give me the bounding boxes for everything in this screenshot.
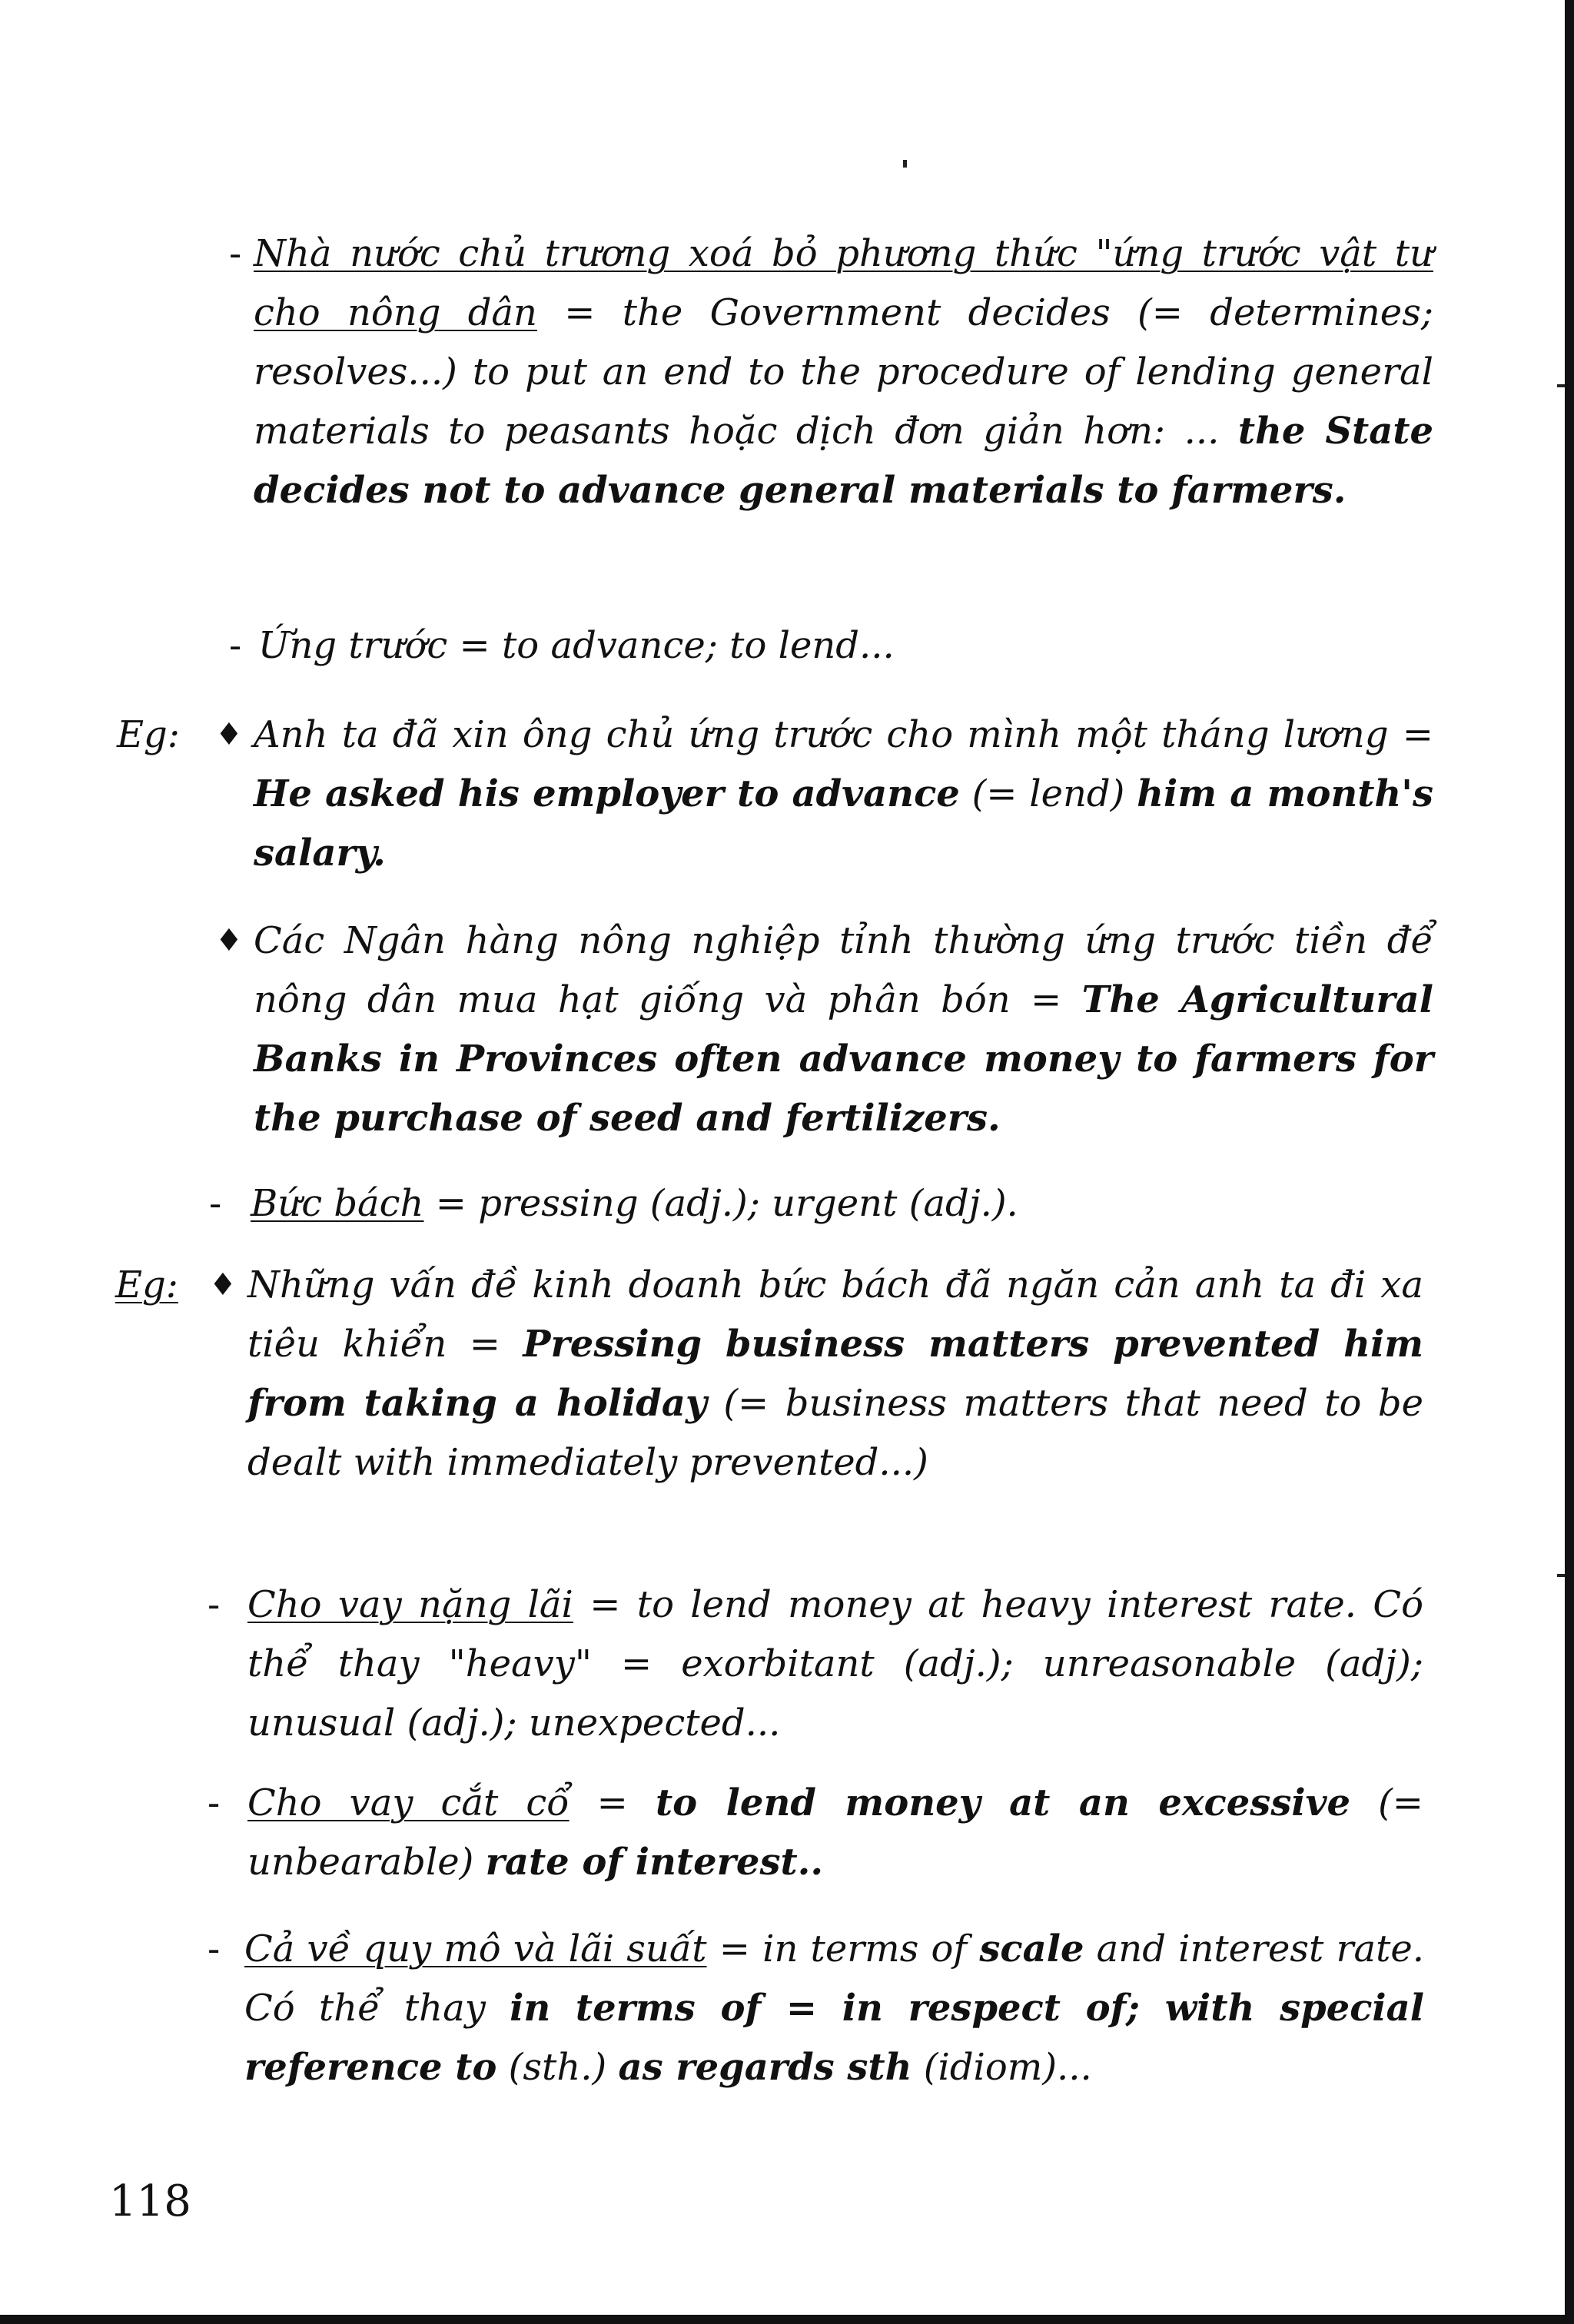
scan-mark (903, 160, 907, 168)
item-dash: - (209, 1182, 222, 1225)
scan-mark (1557, 1574, 1565, 1577)
vietnamese-sentence: Anh ta đã xin ông chủ ứng trước cho mình một tháng lương = (254, 713, 1433, 756)
entry-cho-vay-cat-co (247, 1774, 1423, 1892)
vietnamese-sentence: Các Ngân hàng nông nghiệp tỉnh thường ứng trước tiền để nông dân mua hạt giống và phân bón = (254, 919, 1433, 1021)
english-sentence: The Agricultural Banks in Provinces often advance money to farmers for the purchase of seed and fertilizers. (254, 978, 1433, 1140)
definition-text: (idiom)... (912, 2046, 1092, 2089)
vietnamese-term: Cho vay nặng lãi (247, 1583, 573, 1626)
example-label: Eg: (115, 1263, 178, 1306)
translation-text: rate of interest.. (485, 1841, 824, 1884)
vietnamese-term: Cho vay cắt cổ (247, 1781, 569, 1824)
vietnamese-term: Cả về quy mô và lãi suất (244, 1927, 707, 1970)
gloss-text: (= lend) (959, 772, 1137, 815)
gloss-text: (= unbearable) (247, 1781, 1424, 1884)
english-sentence: He asked his employer to advance (254, 772, 960, 815)
scan-mark (1557, 384, 1565, 387)
keyword: scale (979, 1927, 1084, 1970)
definition-text: and interest rate. Có thể thay (244, 1927, 1425, 2030)
entry-ca-ve-quy-mo (244, 1920, 1424, 2097)
entry-ung-truoc (258, 616, 1434, 676)
item-dash: - (208, 1781, 221, 1824)
page-edge-right (1565, 0, 1574, 2324)
vietnamese-term: Bức bách (251, 1182, 424, 1225)
bullet-icon: ♦ (215, 717, 243, 752)
example-3 (247, 1256, 1423, 1492)
page-edge-bottom (0, 2315, 1574, 2324)
vietnamese-sentence: Những vấn đề kinh doanh bức bách đã ngăn cản anh ta đi xa tiêu khiển = (247, 1263, 1423, 1366)
entry-cho-vay-nang-lai (247, 1575, 1423, 1753)
entry-buc-bach (251, 1174, 1434, 1233)
definition-text: = pressing (adj.); urgent (adj.). (423, 1182, 1018, 1225)
vietnamese-term: Nhà nước chủ trương xoá bỏ phương thức "ứng trước vật tư cho nông dân (254, 232, 1433, 334)
item-dash: - (208, 1583, 221, 1626)
gloss-text: (= business matters that need to be dealt with immediately prevented...) (247, 1382, 1424, 1484)
item-dash: - (229, 232, 242, 275)
bullet-icon: ♦ (209, 1267, 237, 1303)
definition-text: = to lend money at heavy interest rate. Có thể thay "heavy" = exorbitant (adj.); unreasonable (adj); unusual (adj.); unexpected... (247, 1583, 1423, 1745)
keyword: in terms of = in respect of; with special reference to (244, 1987, 1424, 2089)
definition-text: Ứng trước = to advance; to lend... (258, 624, 895, 667)
example-label: Eg: (117, 713, 180, 756)
example-1 (254, 706, 1433, 883)
example-2 (254, 911, 1433, 1148)
english-sentence: Pressing business matters prevented him from taking a holiday (247, 1323, 1423, 1425)
definition-text: (sth.) (496, 2046, 619, 2089)
page-number: 118 (109, 2176, 191, 2226)
english-sentence: him a month's salary. (254, 772, 1434, 875)
item-dash: - (208, 1927, 221, 1970)
item-dash: - (229, 624, 242, 667)
definition-text: = the Government decides (= determines; resolves...) to put an end to the procedure of lending general materials to peasants hoặc dịch đơn giản hơn: ... (254, 291, 1434, 453)
translation-text: the State decides not to advance general materials to farmers. (254, 410, 1434, 512)
keyword: as regards sth (618, 2046, 912, 2089)
definition-text: = in terms of (706, 1927, 980, 1970)
definition-text: = (569, 1781, 656, 1824)
translation-text: to lend money at an excessive (655, 1781, 1351, 1824)
entry-ung-truoc-vat-tu (254, 224, 1433, 520)
bullet-icon: ♦ (215, 923, 243, 958)
